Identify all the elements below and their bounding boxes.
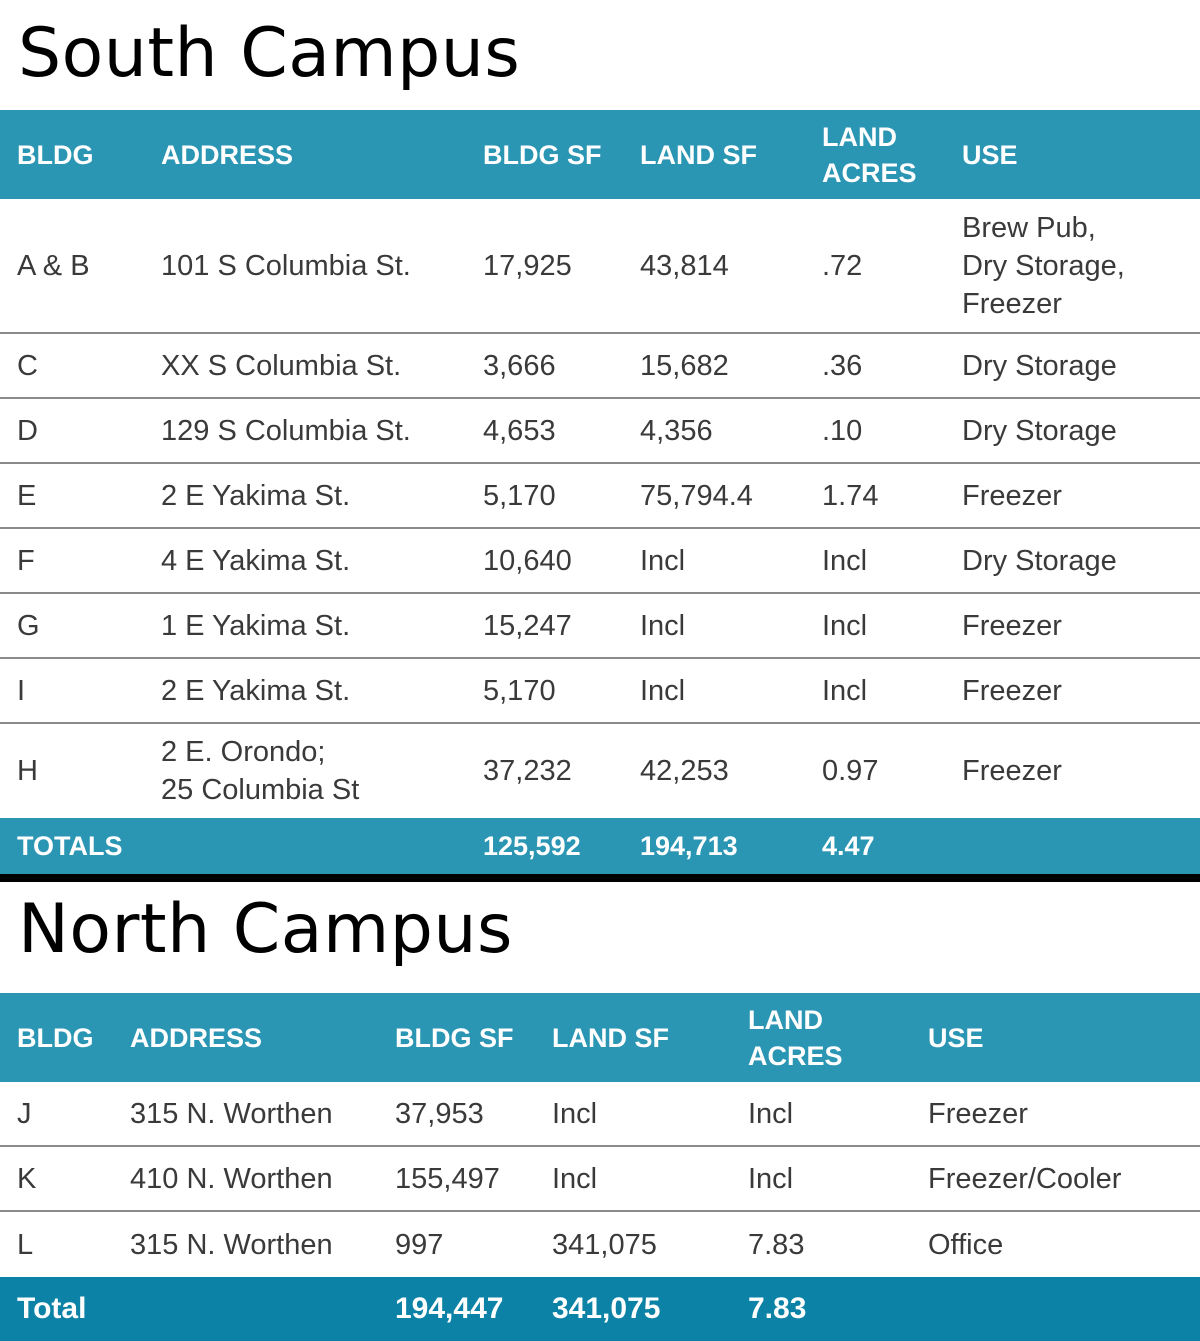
cell-bldg-sf <box>483 199 572 332</box>
cell-bldg-sf-line: 5,170 <box>483 479 556 512</box>
header-land-acres-line: LAND <box>822 121 897 152</box>
header-bldg-sf <box>483 110 602 199</box>
cell-address <box>130 1147 333 1210</box>
cell-bldg-line: H <box>17 755 38 787</box>
cell-use-line: Freezer <box>962 755 1062 787</box>
cell-use <box>962 724 1062 818</box>
cell-land-acres <box>748 1147 793 1210</box>
cell-use-line: Freezer <box>962 609 1062 642</box>
cell-bldg-sf-line: 17,925 <box>483 249 572 282</box>
header-use <box>928 993 984 1082</box>
cell-bldg <box>17 594 40 657</box>
header-use-line: USE <box>962 139 1018 170</box>
table-row <box>0 659 1200 724</box>
totals-land-acres <box>822 818 875 875</box>
totals-land-sf <box>552 1277 660 1341</box>
cell-land-acres-line: Incl <box>748 1097 794 1130</box>
totals-land-acres <box>748 1277 806 1341</box>
cell-use <box>928 1212 1003 1277</box>
cell-use-line: Dry Storage <box>962 414 1117 447</box>
header-land-acres-line: ACRES <box>748 1040 843 1071</box>
cell-use-line: Freezer <box>962 479 1062 512</box>
cell-land-sf <box>640 464 753 527</box>
north-campus-title: North Campus <box>18 890 513 969</box>
cell-address-line: 2 E Yakima St. <box>161 479 351 512</box>
header-land-acres-line: LAND <box>748 1004 823 1035</box>
cell-use <box>962 399 1117 462</box>
cell-bldg-line: E <box>17 479 37 512</box>
cell-use <box>962 659 1062 722</box>
cell-address <box>161 529 350 592</box>
cell-bldg-sf-line: 3,666 <box>483 349 556 382</box>
header-bldg-sf-line: BLDG SF <box>483 139 602 170</box>
cell-land-sf-line: 15,682 <box>640 349 729 382</box>
cell-address-line: 25 Columbia St <box>161 774 360 806</box>
cell-bldg-line: J <box>17 1097 32 1130</box>
cell-land-acres <box>822 659 867 722</box>
cell-bldg-sf <box>395 1082 484 1145</box>
cell-land-acres <box>822 334 862 397</box>
cell-land-sf-line: 75,794.4 <box>640 479 753 512</box>
header-land-acres <box>822 110 917 199</box>
cell-land-sf <box>640 399 713 462</box>
cell-bldg <box>17 334 38 397</box>
section-divider <box>0 874 1200 882</box>
cell-use <box>962 594 1062 657</box>
cell-land-acres <box>822 724 878 818</box>
table-row <box>0 399 1200 464</box>
header-address <box>130 993 262 1082</box>
totals-land-sf <box>640 818 738 875</box>
cell-bldg-sf-line: 37,953 <box>395 1097 484 1130</box>
header-address-line: ADDRESS <box>161 139 294 170</box>
cell-address-line: 129 S Columbia St. <box>161 414 411 447</box>
cell-address <box>161 199 411 332</box>
cell-bldg-line: K <box>17 1162 37 1195</box>
cell-address-line: 2 E. Orondo; <box>161 736 326 768</box>
table-row <box>0 529 1200 594</box>
cell-land-sf-line: 42,253 <box>640 755 729 787</box>
table-row <box>0 1147 1200 1212</box>
cell-use <box>962 199 1125 332</box>
table-row <box>0 199 1200 334</box>
cell-land-sf-line: Incl <box>552 1162 598 1195</box>
table-row <box>0 594 1200 659</box>
cell-address-line: XX S Columbia St. <box>161 349 402 382</box>
cell-land-acres <box>822 199 862 332</box>
totals-row <box>0 818 1200 875</box>
cell-land-acres-line: Incl <box>822 544 868 577</box>
cell-land-sf <box>552 1082 597 1145</box>
cell-address-line: 2 E Yakima St. <box>161 674 351 707</box>
cell-bldg-sf <box>483 464 556 527</box>
header-land-sf-line: LAND SF <box>640 139 757 170</box>
cell-bldg-line: G <box>17 609 40 642</box>
header-address <box>161 110 293 199</box>
cell-land-sf-line: Incl <box>640 544 686 577</box>
header-land-sf-line: LAND SF <box>552 1022 669 1053</box>
header-land-sf <box>640 110 757 199</box>
cell-address-line: 315 N. Worthen <box>130 1097 333 1130</box>
cell-bldg-line: F <box>17 544 35 577</box>
totals-land-sf-line: 194,713 <box>640 831 738 861</box>
totals-label-line: TOTALS <box>17 831 123 861</box>
header-land-acres <box>748 993 843 1082</box>
header-use <box>962 110 1018 199</box>
north-campus-table <box>0 993 1200 1341</box>
table-row <box>0 1212 1200 1277</box>
cell-bldg-sf-line: 155,497 <box>395 1162 500 1195</box>
cell-use <box>962 464 1062 527</box>
header-use-line: USE <box>928 1022 984 1053</box>
cell-bldg-sf <box>483 529 572 592</box>
table-row <box>0 1082 1200 1147</box>
totals-bldg-sf-line: 125,592 <box>483 831 581 861</box>
cell-land-sf <box>640 529 685 592</box>
cell-address <box>130 1082 333 1145</box>
cell-land-acres-line: 1.74 <box>822 479 879 512</box>
cell-land-acres <box>822 399 862 462</box>
totals-label-line: Total <box>17 1292 87 1325</box>
cell-use-line: Brew Pub, <box>962 211 1096 244</box>
cell-land-sf <box>552 1147 597 1210</box>
header-land-sf <box>552 993 669 1082</box>
cell-bldg-line: L <box>17 1228 34 1261</box>
totals-bldg-sf <box>395 1277 503 1341</box>
cell-use-line: Dry Storage <box>962 544 1117 577</box>
cell-address <box>161 659 350 722</box>
cell-land-acres <box>748 1212 804 1277</box>
totals-land-acres-line: 4.47 <box>822 831 875 861</box>
cell-bldg <box>17 659 25 722</box>
cell-land-sf-line: 43,814 <box>640 249 729 282</box>
cell-bldg <box>17 529 35 592</box>
totals-bldg-sf-line: 194,447 <box>395 1292 504 1325</box>
header-address-line: ADDRESS <box>130 1022 263 1053</box>
cell-bldg-sf-line: 4,653 <box>483 414 556 447</box>
cell-address <box>161 464 350 527</box>
cell-use-line: Dry Storage <box>962 349 1117 382</box>
cell-bldg-sf <box>395 1212 443 1277</box>
cell-land-acres-line: .10 <box>822 414 863 447</box>
header-row <box>0 110 1200 199</box>
totals-land-sf-line: 341,075 <box>552 1292 661 1325</box>
cell-bldg <box>17 724 38 818</box>
cell-address-line: 1 E Yakima St. <box>161 609 351 642</box>
cell-address <box>161 724 359 818</box>
cell-land-sf-line: Incl <box>640 609 686 642</box>
cell-bldg <box>17 1082 32 1145</box>
cell-land-sf <box>640 334 729 397</box>
cell-use <box>962 529 1117 592</box>
header-bldg-sf <box>395 993 514 1082</box>
cell-land-acres-line: Incl <box>822 609 868 642</box>
cell-bldg <box>17 464 36 527</box>
cell-bldg-sf <box>483 399 556 462</box>
cell-bldg-sf <box>483 659 556 722</box>
cell-bldg-sf-line: 5,170 <box>483 674 556 707</box>
cell-land-sf-line: Incl <box>640 674 686 707</box>
cell-address-line: 315 N. Worthen <box>130 1228 333 1261</box>
table-row <box>0 334 1200 399</box>
cell-land-acres-line: 0.97 <box>822 755 879 787</box>
cell-address <box>161 594 350 657</box>
cell-bldg-line: A & B <box>17 249 90 282</box>
header-bldg-sf-line: BLDG SF <box>395 1022 514 1053</box>
cell-land-acres-line: Incl <box>822 674 868 707</box>
cell-bldg-sf-line: 15,247 <box>483 609 572 642</box>
south-campus-title: South Campus <box>18 14 521 93</box>
cell-land-sf-line: Incl <box>552 1097 598 1130</box>
header-bldg <box>17 110 94 199</box>
header-bldg-line: BLDG <box>17 139 94 170</box>
cell-bldg <box>17 1147 36 1210</box>
cell-address-line: 101 S Columbia St. <box>161 249 411 282</box>
totals-row <box>0 1277 1200 1341</box>
cell-use-line: Freezer <box>962 674 1062 707</box>
cell-land-acres-line: Incl <box>748 1162 794 1195</box>
table-row <box>0 724 1200 818</box>
cell-bldg-sf <box>483 594 572 657</box>
cell-address <box>130 1212 333 1277</box>
south-campus-table <box>0 110 1200 875</box>
totals-label <box>17 818 123 875</box>
cell-bldg-sf <box>483 334 556 397</box>
totals-label <box>17 1277 86 1341</box>
cell-bldg <box>17 199 90 332</box>
table-row <box>0 464 1200 529</box>
cell-bldg-line: I <box>17 674 26 707</box>
cell-use-line: Freezer/Cooler <box>928 1162 1122 1195</box>
header-bldg <box>17 993 94 1082</box>
cell-land-acres <box>822 529 867 592</box>
cell-land-acres <box>822 594 867 657</box>
totals-land-acres-line: 7.83 <box>748 1292 807 1325</box>
cell-land-sf-line: 341,075 <box>552 1228 657 1261</box>
cell-land-sf-line: 4,356 <box>640 414 713 447</box>
cell-land-sf <box>640 594 685 657</box>
cell-bldg-sf-line: 10,640 <box>483 544 572 577</box>
cell-land-acres <box>822 464 878 527</box>
cell-bldg-line: D <box>17 414 38 447</box>
cell-bldg-sf <box>395 1147 500 1210</box>
cell-address-line: 410 N. Worthen <box>130 1162 333 1195</box>
cell-use-line: Office <box>928 1228 1004 1261</box>
cell-use <box>928 1147 1121 1210</box>
cell-land-acres-line: .72 <box>822 249 863 282</box>
cell-use <box>928 1082 1028 1145</box>
cell-bldg-sf <box>483 724 572 818</box>
cell-use-line: Freezer <box>962 287 1062 320</box>
header-row <box>0 993 1200 1082</box>
cell-use <box>962 334 1117 397</box>
cell-address <box>161 399 411 462</box>
cell-address-line: 4 E Yakima St. <box>161 544 351 577</box>
cell-bldg-sf-line: 37,232 <box>483 755 572 787</box>
header-land-acres-line: ACRES <box>822 157 917 188</box>
totals-bldg-sf <box>483 818 581 875</box>
cell-land-acres-line: .36 <box>822 349 863 382</box>
cell-land-acres-line: 7.83 <box>748 1228 805 1261</box>
cell-land-acres <box>748 1082 793 1145</box>
header-bldg-line: BLDG <box>17 1022 94 1053</box>
cell-land-sf <box>640 724 729 818</box>
cell-bldg-sf-line: 997 <box>395 1228 444 1261</box>
cell-use-line: Dry Storage, <box>962 249 1125 282</box>
cell-bldg-line: C <box>17 349 38 382</box>
cell-bldg <box>17 399 38 462</box>
cell-land-sf <box>640 199 729 332</box>
cell-land-sf <box>552 1212 657 1277</box>
cell-land-sf <box>640 659 685 722</box>
cell-use-line: Freezer <box>928 1097 1028 1130</box>
cell-address <box>161 334 401 397</box>
cell-bldg <box>17 1212 33 1277</box>
